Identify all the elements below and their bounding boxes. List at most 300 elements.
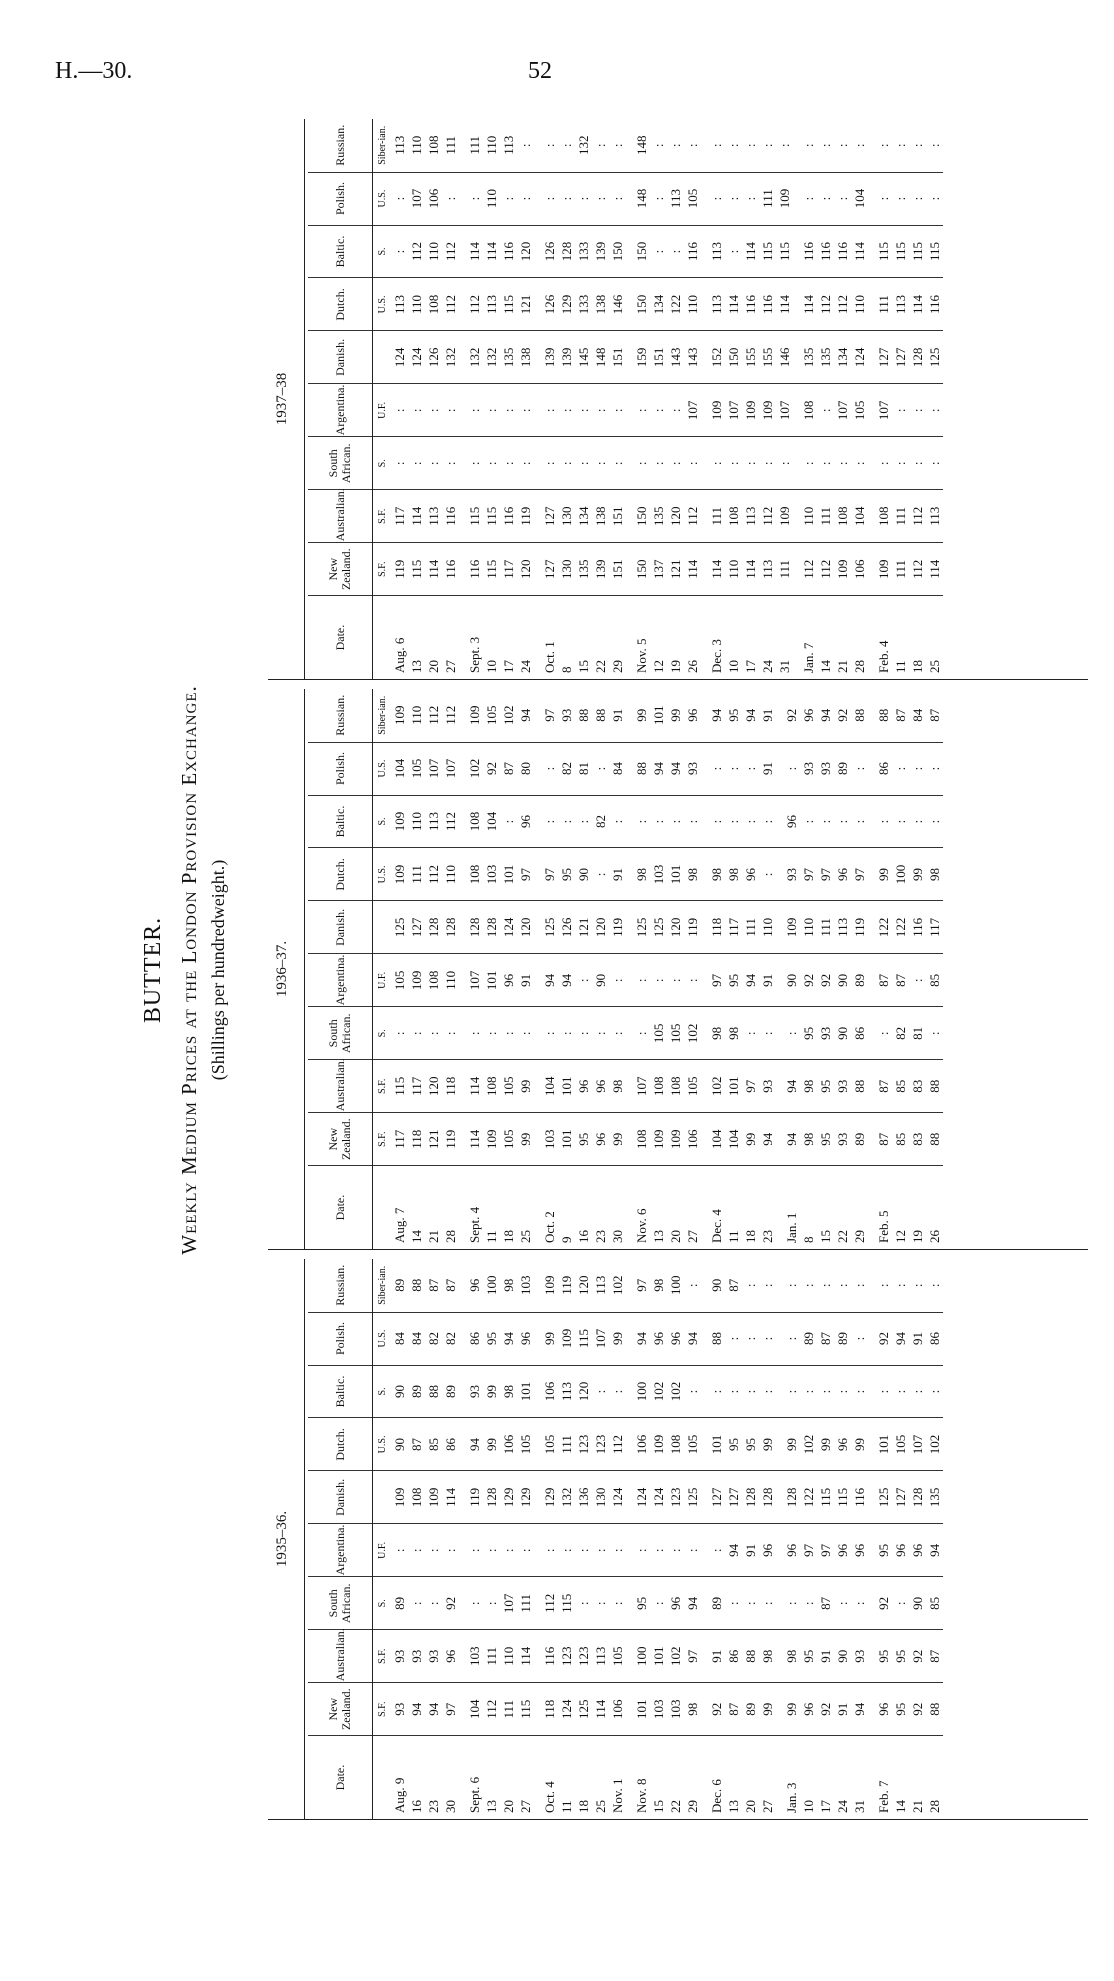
grade-unit: S.F. [373, 1630, 392, 1683]
price-cell: : [926, 172, 943, 225]
price-cell: 112 [425, 689, 442, 742]
price-cell: 112 [442, 689, 459, 742]
price-cell [776, 1471, 783, 1524]
price-cell: : [742, 119, 759, 172]
price-cell: 96 [684, 689, 701, 742]
price-cell: 113 [592, 1259, 609, 1312]
date-cell: 14 [409, 1230, 424, 1243]
price-cell [793, 278, 800, 331]
price-cell: 96 [783, 1524, 800, 1577]
price-cell [868, 1259, 875, 1312]
price-cell [701, 437, 708, 490]
price-cell: 86 [851, 1007, 868, 1060]
price-cell [626, 543, 633, 596]
price-cell: 89 [442, 1365, 459, 1418]
price-cell [776, 1007, 783, 1060]
grade-unit: Siber-ian. [373, 689, 392, 742]
price-cell: 96 [800, 689, 817, 742]
price-cell: 97 [800, 1524, 817, 1577]
price-cell: : [592, 384, 609, 437]
price-cell: : [776, 119, 793, 172]
price-cell: 111 [776, 543, 793, 596]
price-cell: : [592, 437, 609, 490]
price-cell: 109 [650, 1113, 667, 1166]
price-cell: 84 [609, 742, 626, 795]
table-row [851, 689, 868, 1249]
price-cell: 98 [500, 1259, 517, 1312]
price-cell [868, 689, 875, 742]
price-cell [459, 954, 466, 1007]
price-cell: 125 [541, 901, 558, 954]
price-cell: : [592, 1524, 609, 1577]
price-cell: 121 [517, 278, 534, 331]
row-gap [776, 1259, 783, 1819]
price-cell: 101 [558, 1113, 575, 1166]
price-cell: : [408, 437, 425, 490]
column-header: New Zealand. [308, 543, 373, 596]
date-cell: 23 [426, 1800, 441, 1813]
price-cell: 113 [708, 225, 725, 278]
table-row [517, 119, 534, 679]
price-cell [701, 1259, 708, 1312]
price-cell: : [650, 954, 667, 1007]
row-gap [534, 1259, 541, 1819]
rotated-content [140, 120, 1100, 1820]
price-cell: 99 [875, 848, 892, 901]
price-cell: : [926, 1007, 943, 1060]
table-row [851, 1259, 868, 1819]
price-cell: 98 [725, 848, 742, 901]
price-cell: 103 [483, 848, 500, 901]
price-cell: 113 [558, 1365, 575, 1418]
price-cell: 106 [609, 1683, 626, 1736]
price-cell: 104 [851, 490, 868, 543]
price-cell: 115 [575, 1312, 592, 1365]
table-row [609, 689, 626, 1249]
date-cell: 30 [610, 1230, 625, 1243]
price-cell: 87 [725, 1259, 742, 1312]
price-cell [626, 1630, 633, 1683]
price-cell: : [800, 119, 817, 172]
row-gap [534, 119, 541, 679]
price-cell: 81 [575, 742, 592, 795]
price-cell: : [834, 172, 851, 225]
price-cell [534, 1060, 541, 1113]
price-cell: 107 [442, 742, 459, 795]
date-cell [776, 1166, 783, 1249]
price-cell: 130 [558, 543, 575, 596]
date-cell: 17 [818, 1800, 833, 1813]
price-cell: : [609, 1577, 626, 1630]
price-cell: : [650, 437, 667, 490]
price-cell: 113 [391, 119, 408, 172]
date-cell: 18 [501, 1230, 516, 1243]
price-cell: : [575, 1577, 592, 1630]
price-cell: 124 [500, 901, 517, 954]
price-cell: 95 [875, 1630, 892, 1683]
price-cell [534, 278, 541, 331]
price-cell: 92 [817, 1683, 834, 1736]
price-cell: 95 [483, 1312, 500, 1365]
season-year: 1937–38 [274, 372, 290, 426]
price-cell [868, 172, 875, 225]
price-cell: : [500, 1007, 517, 1060]
price-cell: : [725, 225, 742, 278]
table-row [817, 119, 834, 679]
price-cell: : [684, 795, 701, 848]
date-cell [534, 1166, 541, 1249]
price-cell: : [725, 742, 742, 795]
price-cell [868, 742, 875, 795]
grade-unit: S. [373, 225, 392, 278]
price-cell: 92 [783, 689, 800, 742]
price-cell: : [425, 1577, 442, 1630]
price-cell: : [892, 1259, 909, 1312]
price-cell: 113 [742, 490, 759, 543]
price-cell: 120 [667, 490, 684, 543]
table-row [442, 1259, 459, 1819]
price-cell: 102 [926, 1418, 943, 1471]
price-cell: 89 [851, 954, 868, 1007]
price-cell: 126 [558, 901, 575, 954]
grade-unit: S. [373, 1007, 392, 1060]
price-cell: : [875, 172, 892, 225]
price-cell: : [776, 437, 793, 490]
price-cell [626, 954, 633, 1007]
price-cell: : [667, 1524, 684, 1577]
price-cell [701, 1471, 708, 1524]
price-cell: 121 [575, 901, 592, 954]
date-cell: 19 [668, 660, 683, 673]
price-cell: : [517, 172, 534, 225]
price-cell: 99 [759, 1418, 776, 1471]
price-cell: 113 [592, 1630, 609, 1683]
price-cell: 94 [667, 742, 684, 795]
price-cell: 146 [609, 278, 626, 331]
price-cell [776, 901, 783, 954]
price-cell: 85 [425, 1418, 442, 1471]
price-cell: 109 [425, 1471, 442, 1524]
price-cell: : [425, 1524, 442, 1577]
price-cell: 128 [909, 1471, 926, 1524]
price-cell: 148 [592, 331, 609, 384]
date-cell: 10 [484, 660, 499, 673]
price-cell: 108 [425, 954, 442, 1007]
price-cell: 96 [834, 1418, 851, 1471]
price-cell: 104 [725, 1113, 742, 1166]
price-cell [534, 1524, 541, 1577]
price-cell: 99 [541, 1312, 558, 1365]
price-cell: 109 [391, 689, 408, 742]
date-cell [459, 596, 466, 679]
price-cell: 110 [483, 119, 500, 172]
date-cell: 28 [852, 660, 867, 673]
price-cell [459, 1060, 466, 1113]
price-cell: 125 [633, 901, 650, 954]
price-cell: : [926, 795, 943, 848]
date-cell: 27 [760, 1800, 775, 1813]
column-header: Polish. [308, 1312, 373, 1365]
price-cell: 116 [684, 225, 701, 278]
price-cell: 89 [708, 1577, 725, 1630]
price-cell: 99 [517, 1113, 534, 1166]
date-cell: 20 [743, 1800, 758, 1813]
row-gap [776, 689, 783, 1249]
date-cell: 13 [409, 660, 424, 673]
price-cell: 109 [875, 543, 892, 596]
price-cell: 110 [851, 278, 868, 331]
price-cell [459, 172, 466, 225]
price-cell: 118 [442, 1060, 459, 1113]
price-cell: 113 [759, 543, 776, 596]
price-cell: 96 [500, 954, 517, 1007]
price-cell: 108 [800, 384, 817, 437]
price-cell: 91 [517, 954, 534, 1007]
column-header: Danish. [308, 331, 373, 384]
column-header: Russian. [308, 119, 373, 172]
date-cell: 23 [593, 1230, 608, 1243]
price-cell: 91 [759, 954, 776, 1007]
price-cell: 112 [759, 490, 776, 543]
season-year: 1936–37. [274, 940, 290, 998]
price-cell [459, 225, 466, 278]
table-row [425, 1259, 442, 1819]
date-cell [868, 596, 875, 679]
price-cell [626, 1259, 633, 1312]
table-row [575, 119, 592, 679]
price-cell [459, 1471, 466, 1524]
grade-unit: U.S. [373, 1312, 392, 1365]
price-cell: 91 [609, 848, 626, 901]
price-cell: 85 [926, 1577, 943, 1630]
price-cell: 94 [541, 954, 558, 1007]
price-cell: 101 [875, 1418, 892, 1471]
page-header [0, 0, 1114, 110]
price-cell: 99 [609, 1113, 626, 1166]
price-cell: 125 [875, 1471, 892, 1524]
date-cell: 31 [852, 1800, 867, 1813]
price-cell: : [500, 384, 517, 437]
price-cell: : [783, 1007, 800, 1060]
price-cell: 113 [425, 490, 442, 543]
page-number: 52 [528, 58, 552, 84]
price-cell: 102 [667, 1365, 684, 1418]
table-row [575, 689, 592, 1249]
table-row [783, 1259, 800, 1819]
row-gap [626, 689, 633, 1249]
price-cell: 113 [425, 795, 442, 848]
price-cell: 117 [725, 901, 742, 954]
price-cell: 88 [926, 1060, 943, 1113]
price-cell: : [667, 795, 684, 848]
price-cell: 108 [466, 795, 483, 848]
table-row [926, 119, 943, 679]
price-cell: 112 [684, 490, 701, 543]
price-cell: 105 [408, 742, 425, 795]
price-cell: 99 [783, 1683, 800, 1736]
column-header: Polish. [308, 172, 373, 225]
date-cell: 28 [927, 1800, 942, 1813]
price-cell [701, 278, 708, 331]
price-cell: 89 [834, 1312, 851, 1365]
price-cell: 94 [817, 689, 834, 742]
price-cell [459, 1113, 466, 1166]
price-cell: 98 [926, 848, 943, 901]
price-cell: : [725, 1365, 742, 1418]
grade-unit [373, 1471, 392, 1524]
price-cell [626, 1524, 633, 1577]
price-cell: : [391, 1524, 408, 1577]
price-cell: 127 [875, 331, 892, 384]
price-cell: 150 [633, 490, 650, 543]
price-cell: : [558, 795, 575, 848]
price-cell: 107 [592, 1312, 609, 1365]
grade-unit: S. [373, 795, 392, 848]
price-cell: 93 [817, 1007, 834, 1060]
price-cell: 99 [483, 1365, 500, 1418]
price-cell: 101 [633, 1683, 650, 1736]
price-cell: : [759, 1312, 776, 1365]
price-cell: 105 [483, 689, 500, 742]
date-cell: 20 [426, 660, 441, 673]
price-cell: 94 [517, 689, 534, 742]
price-cell: 105 [684, 1060, 701, 1113]
price-cell: 114 [466, 1113, 483, 1166]
column-header: Danish. [308, 1471, 373, 1524]
price-cell: 124 [650, 1471, 667, 1524]
price-cell: 95 [725, 1418, 742, 1471]
price-cell: : [592, 1007, 609, 1060]
price-cell: 129 [541, 1471, 558, 1524]
price-cell: 111 [708, 490, 725, 543]
date-cell: 28 [443, 1230, 458, 1243]
date-cell: Sept. 6 [467, 1776, 482, 1813]
table-row [466, 1259, 483, 1819]
price-cell: 93 [425, 1630, 442, 1683]
price-cell [868, 1683, 875, 1736]
price-cell: 98 [800, 1060, 817, 1113]
price-cell: 96 [667, 1577, 684, 1630]
price-cell: : [684, 1365, 701, 1418]
price-cell: : [408, 1524, 425, 1577]
date-cell: Dec. 3 [709, 639, 724, 673]
row-gap [868, 1259, 875, 1819]
price-cell: : [708, 172, 725, 225]
price-cell: 98 [708, 848, 725, 901]
price-cell: : [633, 1007, 650, 1060]
price-cell: 108 [425, 119, 442, 172]
price-cell: 107 [425, 742, 442, 795]
price-cell: 99 [851, 1418, 868, 1471]
price-cell: 150 [633, 278, 650, 331]
price-cell: 121 [425, 1113, 442, 1166]
price-cell [701, 331, 708, 384]
table-row [684, 1259, 701, 1819]
price-cell: 107 [875, 384, 892, 437]
price-cell: : [909, 172, 926, 225]
price-cell: : [592, 848, 609, 901]
price-cell: : [926, 1365, 943, 1418]
date-cell: 24 [760, 660, 775, 673]
date-cell: 13 [484, 1800, 499, 1813]
price-cell: 94 [650, 742, 667, 795]
price-cell [868, 278, 875, 331]
price-cell: 113 [483, 278, 500, 331]
price-cell: : [725, 1312, 742, 1365]
price-cell [459, 1577, 466, 1630]
price-cell: 100 [633, 1630, 650, 1683]
table-row [742, 689, 759, 1249]
date-cell [626, 596, 633, 679]
price-cell: : [667, 437, 684, 490]
price-cell: 105 [667, 1007, 684, 1060]
date-cell: 29 [685, 1800, 700, 1813]
price-cell: 88 [708, 1312, 725, 1365]
price-cell: : [759, 848, 776, 901]
price-cell: 90 [391, 1418, 408, 1471]
price-cell: 125 [926, 331, 943, 384]
price-cell: 111 [517, 1577, 534, 1630]
price-cell: 107 [408, 172, 425, 225]
price-cell: 151 [609, 490, 626, 543]
price-cell: 111 [875, 278, 892, 331]
price-cell: 102 [650, 1365, 667, 1418]
price-cell: 109 [650, 1418, 667, 1471]
table-row [442, 119, 459, 679]
price-cell: : [650, 119, 667, 172]
date-cell: Aug. 7 [392, 1207, 407, 1243]
price-cell [534, 1577, 541, 1630]
price-cell: 112 [442, 225, 459, 278]
price-cell: 97 [817, 848, 834, 901]
price-cell [776, 1113, 783, 1166]
price-cell: : [575, 1524, 592, 1577]
table-row [558, 119, 575, 679]
price-cell: 91 [759, 689, 776, 742]
price-cell: 115 [408, 543, 425, 596]
price-cell: : [817, 384, 834, 437]
grade-unit: Siber-ian. [373, 1259, 392, 1312]
price-table [308, 689, 943, 1249]
table-row [575, 1259, 592, 1819]
price-cell: 110 [684, 278, 701, 331]
price-cell: 128 [442, 901, 459, 954]
table-row [892, 1259, 909, 1819]
price-cell: 96 [667, 1312, 684, 1365]
price-cell: 108 [834, 490, 851, 543]
price-cell [534, 1630, 541, 1683]
grade-unit: S. [373, 437, 392, 490]
price-cell: 96 [575, 1060, 592, 1113]
price-cell: : [875, 795, 892, 848]
price-cell [793, 225, 800, 278]
price-cell [626, 742, 633, 795]
table-row [759, 689, 776, 1249]
table-row [800, 119, 817, 679]
price-cell: 105 [500, 1113, 517, 1166]
price-cell: 124 [558, 1683, 575, 1736]
price-cell: 88 [408, 1259, 425, 1312]
price-cell: 97 [708, 954, 725, 1007]
price-cell: 109 [483, 1113, 500, 1166]
price-cell: 106 [851, 543, 868, 596]
price-cell [793, 543, 800, 596]
price-cell: : [609, 172, 626, 225]
price-cell: 132 [575, 119, 592, 172]
price-cell: 94 [725, 1524, 742, 1577]
price-table [308, 119, 943, 679]
price-cell: : [909, 742, 926, 795]
